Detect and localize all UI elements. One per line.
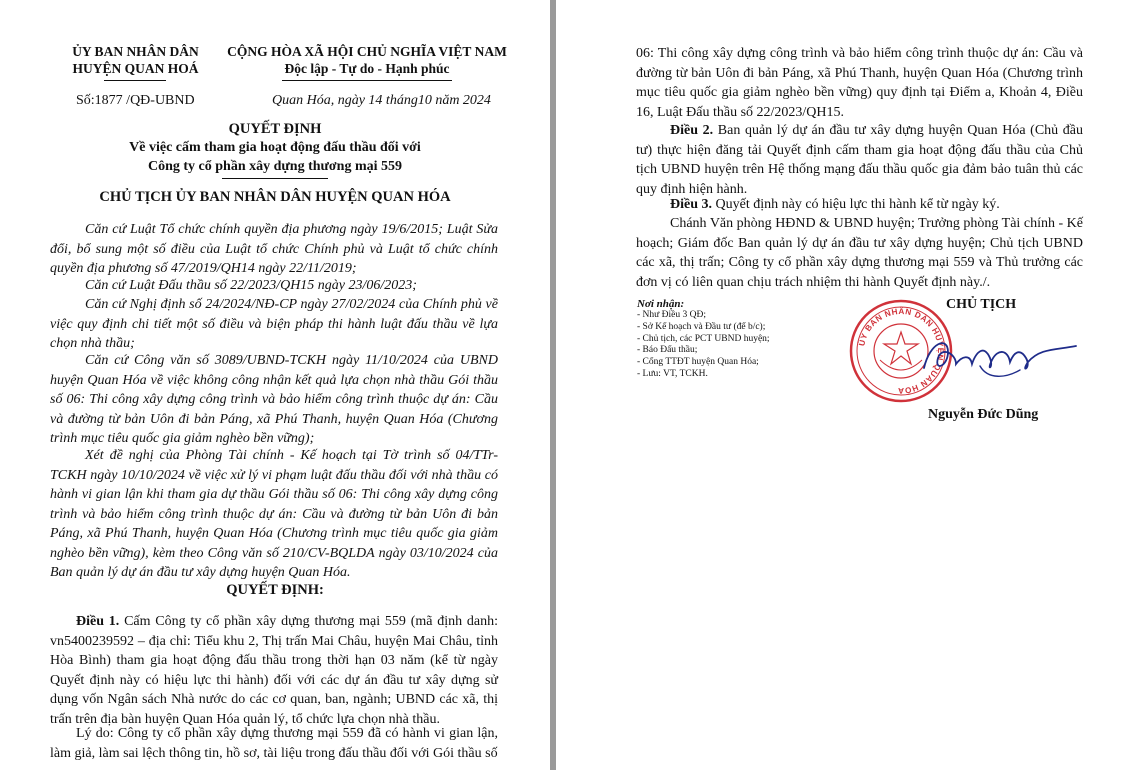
issuing-authority: CHỦ TỊCH ỦY BAN NHÂN DÂN HUYỆN QUAN HÓA xyxy=(99,189,451,205)
document-page-1 xyxy=(0,0,550,770)
recipient-item: - Sở Kế hoạch và Đầu tư (để b/c); xyxy=(637,321,766,332)
article-2-text: Ban quản lý dự án đầu tư xây dựng huyện Quan Hóa (Chủ đầu tư) thực hiện đăng tải Quyết định cấm tham gia hoạt động đấu thầu của Chủ tịch UBND huyện trên Hệ thống mạng đấu thầu quốc gia đảm bảo tuân thủ các quy định hiện hành. xyxy=(636,123,1084,197)
national-motto: Độc lập - Tự do - Hạnh phúc xyxy=(284,61,450,76)
legal-basis-2: Căn cứ Luật Đấu thầu số 22/2023/QH15 ngày 23/06/2023; xyxy=(85,278,417,293)
recipient-item: - Báo Đấu thầu; xyxy=(637,345,698,356)
document-type: QUYẾT ĐỊNH xyxy=(228,121,322,137)
recipient-item: - Chủ tịch, các PCT UBND huyện; xyxy=(637,333,770,344)
legal-basis-4: Căn cứ Công văn số 3089/UBND-TCKH ngày 11/10/2024 của UBND huyện Quan Hóa về việc không công nhận kết quả lựa chọn nhà thầu Gói thầu số 06: Thi công xây dựng công trình và bảo hiểm công trình thuộc dự án: Cầu và đường từ bản Uôn đi bản Páng, xã Phú Thanh, huyện Quan Hóa (Chương trình mục tiêu quốc gia giảm nghèo bền vững); xyxy=(50,353,498,446)
article-1-label: Điều 1. xyxy=(76,614,120,629)
signer-title: CHỦ TỊCH xyxy=(946,297,1017,312)
place-date: Quan Hóa, ngày 14 tháng10 năm 2024 xyxy=(272,93,491,108)
article-1 xyxy=(50,612,498,729)
article-2 xyxy=(636,121,1083,199)
article-3 xyxy=(636,195,1083,215)
recipients-heading: Nơi nhận: xyxy=(637,298,685,310)
legal-basis-1: Căn cứ Luật Tổ chức chính quyền địa phương ngày 19/6/2015; Luật Sửa đổi, bổ sung một số điều của Luật tổ chức Chính phủ và Luật tổ chức chính quyền địa phương số 47/2019/QH14 ngày 22/11/2019; xyxy=(50,222,498,276)
responsible-parties: Chánh Văn phòng HĐND & UBND huyện; Trưởng phòng Tài chính - Kế hoạch; Giám đốc Ban quản lý dự án đầu tư xây dựng huyện; Chủ tịch UBND các xã, thị trấn; Công ty cổ phần xây dựng thương mại 559 và Thủ trưởng các đơn vị có liên quan chịu trách nhiệm thi hành Quyết định này./. xyxy=(636,216,1083,290)
subject-line1: Về việc cấm tham gia hoạt động đấu thầu đối với xyxy=(129,140,421,155)
agency-name-line1: ỦY BAN NHÂN DÂN xyxy=(72,44,199,59)
document-page-2 xyxy=(556,0,1127,770)
decision-heading: QUYẾT ĐỊNH: xyxy=(226,582,324,598)
handwritten-signature xyxy=(916,328,1081,388)
article-1-reason: Lý do: Công ty cổ phần xây dựng thương mại 559 đã có hành vi gian lận, làm giả, làm sai lệch thông tin, hồ sơ, tài liệu trong đấu thầu đối với Gói thầu số xyxy=(50,726,498,761)
document-number: Số:1877 /QĐ-UBND xyxy=(76,93,195,108)
motto-underline xyxy=(282,80,452,81)
recipients-list xyxy=(637,310,770,381)
signer-name: Nguyễn Đức Dũng xyxy=(928,407,1039,422)
recipient-item: - Như Điều 3 QĐ; xyxy=(637,310,707,320)
legal-basis-3: Căn cứ Nghị định số 24/2024/NĐ-CP ngày 27/02/2024 của Chính phủ về việc quy định chi tiết một số điều và biện pháp thi hành luật đấu thầu về lựa chọn nhà thầu; xyxy=(50,297,498,351)
article-2-label: Điều 2. xyxy=(670,123,714,138)
article-1-text: Cấm Công ty cổ phần xây dựng thương mại 559 (mã định danh: vn5400239592 – địa chỉ: Tiểu khu 2, Thị trấn Mai Châu, huyện Mai Châu, tỉnh Hòa Bình) tham gia hoạt động đấu thầu trong thời hạn 03 năm (kể từ ngày Quyết định này có hiệu lực thi hành) đối với các dự án đầu tư xây dựng sử dụng vốn Ngân sách Nhà nước do các cơ quan, ban, ngành; UBND các xã, thị trấn trên địa bàn huyện Quan Hóa quản lý, tổ chức lựa chọn nhà thầu. xyxy=(50,614,499,727)
recipient-item: - Lưu: VT, TCKH. xyxy=(637,368,708,379)
article-1-continuation: 06: Thi công xây dựng công trình và bảo hiểm công trình thuộc dự án: Cầu và đường từ bản Uôn đi bản Páng, xã Phú Thanh, huyện Quan Hóa (Chương trình mục tiêu quốc gia giảm nghèo bền vững) quy định tại Điểm a, Khoản 4, Điều 16, Luật Đấu thầu số 22/2023/QH15. xyxy=(636,46,1083,120)
article-3-label: Điều 3. xyxy=(670,197,712,212)
svg-text:ỦY BAN NHÂN DÂN HUYỆN QUAN HÓA: ỦY BAN NHÂN DÂN HUYỆN QUAN HÓA xyxy=(857,306,946,396)
recipient-item: - Cổng TTĐT huyện Quan Hóa; xyxy=(637,357,759,368)
subject-line2: Công ty cổ phần xây dựng thương mại 559 xyxy=(147,159,403,174)
agency-name-line2: HUYỆN QUAN HOÁ xyxy=(72,61,199,76)
national-title: CỘNG HÒA XÃ HỘI CHỦ NGHĨA VIỆT NAM xyxy=(227,44,507,59)
agency-underline xyxy=(104,80,166,81)
legal-basis-5: Xét đề nghị của Phòng Tài chính - Kế hoạch tại Tờ trình số 04/TTr-TCKH ngày 10/10/2024 về việc xử lý vi phạm luật đấu thầu đối với nhà thầu có hành vi gian lận khi tham gia dự thầu Gói thầu số 06: Thi công xây dựng công trình và bảo hiểm công trình thuộc dự án: Cầu và đường từ bản Uôn đi bản Páng, xã Phú Thanh, huyện Quan Hóa (Chương trình mục tiêu quốc gia giảm nghèo bền vững), kèm theo Công văn số 210/CV-BQLDA ngày 03/10/2024 của Ban quản lý dự án đầu tư xây dựng huyện Quan Hóa. xyxy=(50,448,498,580)
subject-underline xyxy=(222,178,328,179)
article-3-text: Quyết định này có hiệu lực thi hành kể từ ngày ký. xyxy=(712,197,1000,212)
